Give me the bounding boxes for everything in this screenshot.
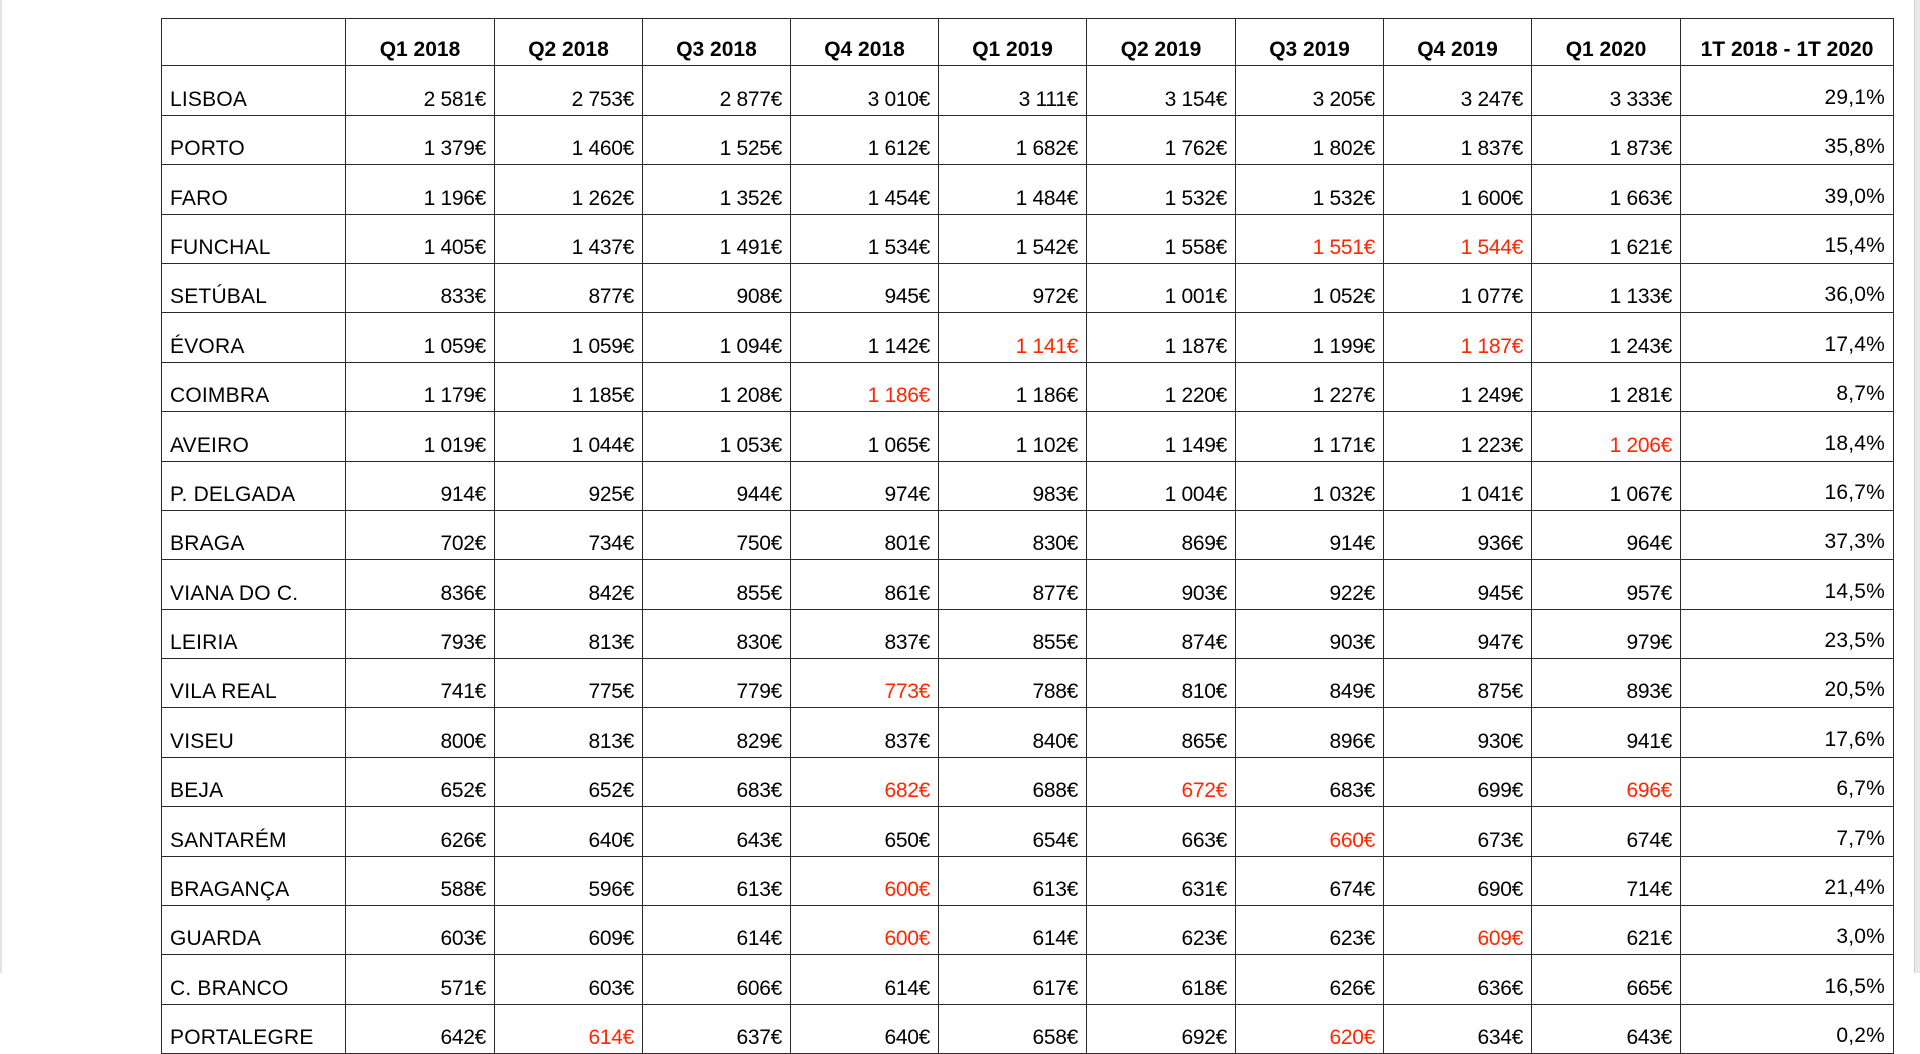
price-cell: 603€ <box>495 955 643 1004</box>
window-left-edge <box>0 0 2 973</box>
price-cell: 840€ <box>939 708 1087 757</box>
column-header: Q3 2018 <box>643 19 791 66</box>
change-percent-cell: 3,0% <box>1681 906 1894 955</box>
price-cell: 830€ <box>939 510 1087 559</box>
price-cell: 947€ <box>1384 609 1532 658</box>
price-cell: 1 262€ <box>495 165 643 214</box>
price-cell: 652€ <box>346 757 495 806</box>
price-cell: 643€ <box>1532 1004 1681 1053</box>
price-cell: 2 877€ <box>643 66 791 115</box>
table-row <box>162 412 1894 461</box>
price-cell: 1 053€ <box>643 412 791 461</box>
city-name-cell: LEIRIA <box>162 609 346 658</box>
price-cell: 1 454€ <box>791 165 939 214</box>
price-cell: 1 059€ <box>346 313 495 362</box>
city-name-cell: C. BRANCO <box>162 955 346 1004</box>
price-cell-decrease: 1 544€ <box>1384 214 1532 263</box>
price-cell: 1 220€ <box>1087 362 1236 411</box>
table-row <box>162 609 1894 658</box>
price-cell: 1 065€ <box>791 412 939 461</box>
price-cell: 1 142€ <box>791 313 939 362</box>
change-percent-cell: 7,7% <box>1681 807 1894 856</box>
price-cell: 683€ <box>643 757 791 806</box>
price-cell: 741€ <box>346 659 495 708</box>
price-cell: 636€ <box>1384 955 1532 1004</box>
price-cell-decrease: 1 186€ <box>791 362 939 411</box>
price-cell: 3 247€ <box>1384 66 1532 115</box>
table-row <box>162 955 1894 1004</box>
price-cell: 1 600€ <box>1384 165 1532 214</box>
price-cell: 1 525€ <box>643 115 791 164</box>
price-cell: 1 612€ <box>791 115 939 164</box>
price-cell: 699€ <box>1384 757 1532 806</box>
price-cell-decrease: 1 187€ <box>1384 313 1532 362</box>
city-name-cell: PORTALEGRE <box>162 1004 346 1053</box>
table-row <box>162 510 1894 559</box>
price-cell: 1 133€ <box>1532 263 1681 312</box>
city-name-cell: P. DELGADA <box>162 461 346 510</box>
column-header: 1T 2018 - 1T 2020 <box>1681 19 1894 66</box>
change-percent-cell: 8,7% <box>1681 362 1894 411</box>
change-percent-cell: 6,7% <box>1681 757 1894 806</box>
price-cell: 654€ <box>939 807 1087 856</box>
table-row <box>162 1004 1894 1053</box>
price-cell: 1 179€ <box>346 362 495 411</box>
price-cell-decrease: 682€ <box>791 757 939 806</box>
price-cell: 964€ <box>1532 510 1681 559</box>
price-cell: 1 484€ <box>939 165 1087 214</box>
column-header: Q1 2018 <box>346 19 495 66</box>
table-row <box>162 708 1894 757</box>
price-cell: 1 171€ <box>1236 412 1384 461</box>
price-cell: 626€ <box>1236 955 1384 1004</box>
price-cell-decrease: 1 206€ <box>1532 412 1681 461</box>
price-cell: 1 243€ <box>1532 313 1681 362</box>
change-percent-cell: 35,8% <box>1681 115 1894 164</box>
price-cell: 623€ <box>1087 906 1236 955</box>
price-cell: 673€ <box>1384 807 1532 856</box>
city-name-cell: BRAGA <box>162 510 346 559</box>
city-name-cell: ÉVORA <box>162 313 346 362</box>
price-cell: 836€ <box>346 560 495 609</box>
city-name-cell: VISEU <box>162 708 346 757</box>
price-cell: 875€ <box>1384 659 1532 708</box>
table-row <box>162 461 1894 510</box>
price-cell: 810€ <box>1087 659 1236 708</box>
price-cell: 650€ <box>791 807 939 856</box>
price-cell: 618€ <box>1087 955 1236 1004</box>
table-row <box>162 856 1894 905</box>
price-cell: 925€ <box>495 461 643 510</box>
table-row <box>162 757 1894 806</box>
price-cell: 621€ <box>1532 906 1681 955</box>
price-cell: 903€ <box>1236 609 1384 658</box>
change-percent-cell: 18,4% <box>1681 412 1894 461</box>
price-cell: 690€ <box>1384 856 1532 905</box>
price-cell: 1 281€ <box>1532 362 1681 411</box>
column-header: Q3 2019 <box>1236 19 1384 66</box>
price-cell: 1 873€ <box>1532 115 1681 164</box>
price-cell: 1 491€ <box>643 214 791 263</box>
price-cell: 930€ <box>1384 708 1532 757</box>
change-percent-cell: 23,5% <box>1681 609 1894 658</box>
price-cell: 945€ <box>1384 560 1532 609</box>
price-cell: 788€ <box>939 659 1087 708</box>
price-cell-decrease: 614€ <box>495 1004 643 1053</box>
price-cell: 734€ <box>495 510 643 559</box>
price-cell: 643€ <box>643 807 791 856</box>
price-cell-decrease: 609€ <box>1384 906 1532 955</box>
price-cell: 1 663€ <box>1532 165 1681 214</box>
price-cell-decrease: 672€ <box>1087 757 1236 806</box>
price-cell: 855€ <box>643 560 791 609</box>
price-cell: 775€ <box>495 659 643 708</box>
price-cell: 3 333€ <box>1532 66 1681 115</box>
price-cell: 3 010€ <box>791 66 939 115</box>
price-cell: 642€ <box>346 1004 495 1053</box>
price-cell: 623€ <box>1236 906 1384 955</box>
price-cell: 983€ <box>939 461 1087 510</box>
price-cell: 3 111€ <box>939 66 1087 115</box>
price-cell: 1 059€ <box>495 313 643 362</box>
price-cell: 1 621€ <box>1532 214 1681 263</box>
price-cell: 830€ <box>643 609 791 658</box>
change-percent-cell: 29,1% <box>1681 66 1894 115</box>
price-cell: 1 199€ <box>1236 313 1384 362</box>
column-header: Q1 2020 <box>1532 19 1681 66</box>
price-cell: 714€ <box>1532 856 1681 905</box>
price-cell: 614€ <box>643 906 791 955</box>
price-cell: 674€ <box>1532 807 1681 856</box>
city-name-cell: SANTARÉM <box>162 807 346 856</box>
table-row <box>162 313 1894 362</box>
city-name-cell: FARO <box>162 165 346 214</box>
city-name-cell: SETÚBAL <box>162 263 346 312</box>
change-percent-cell: 16,7% <box>1681 461 1894 510</box>
table-row <box>162 165 1894 214</box>
change-percent-cell: 17,4% <box>1681 313 1894 362</box>
price-cell: 2 581€ <box>346 66 495 115</box>
price-cell: 613€ <box>643 856 791 905</box>
price-cell: 1 196€ <box>346 165 495 214</box>
price-cell: 1 837€ <box>1384 115 1532 164</box>
price-cell: 634€ <box>1384 1004 1532 1053</box>
price-cell: 896€ <box>1236 708 1384 757</box>
price-cell: 1 187€ <box>1087 313 1236 362</box>
price-cell: 1 032€ <box>1236 461 1384 510</box>
price-cell: 603€ <box>346 906 495 955</box>
price-cell: 1 044€ <box>495 412 643 461</box>
price-cell: 1 067€ <box>1532 461 1681 510</box>
price-cell-decrease: 600€ <box>791 906 939 955</box>
price-cell: 571€ <box>346 955 495 1004</box>
price-cell: 588€ <box>346 856 495 905</box>
price-cell: 1 019€ <box>346 412 495 461</box>
table-body <box>162 66 1894 1054</box>
price-cell: 640€ <box>791 1004 939 1053</box>
price-cell-decrease: 660€ <box>1236 807 1384 856</box>
change-percent-cell: 14,5% <box>1681 560 1894 609</box>
price-cell: 833€ <box>346 263 495 312</box>
table-row <box>162 906 1894 955</box>
price-cell: 1 249€ <box>1384 362 1532 411</box>
price-cell: 849€ <box>1236 659 1384 708</box>
header-row <box>162 19 1894 66</box>
price-cell-decrease: 600€ <box>791 856 939 905</box>
table-row <box>162 115 1894 164</box>
table-row <box>162 659 1894 708</box>
price-cell: 1 379€ <box>346 115 495 164</box>
price-cell-decrease: 773€ <box>791 659 939 708</box>
price-cell: 941€ <box>1532 708 1681 757</box>
price-cell: 800€ <box>346 708 495 757</box>
price-cell: 1 532€ <box>1236 165 1384 214</box>
price-cell: 837€ <box>791 708 939 757</box>
price-cell: 779€ <box>643 659 791 708</box>
header-corner-cell <box>162 19 346 66</box>
price-cell: 908€ <box>643 263 791 312</box>
price-cell: 652€ <box>495 757 643 806</box>
change-percent-cell: 15,4% <box>1681 214 1894 263</box>
price-cell: 813€ <box>495 609 643 658</box>
change-percent-cell: 21,4% <box>1681 856 1894 905</box>
city-name-cell: VILA REAL <box>162 659 346 708</box>
column-header: Q4 2018 <box>791 19 939 66</box>
city-name-cell: COIMBRA <box>162 362 346 411</box>
rent-price-table <box>161 18 1894 1054</box>
city-name-cell: LISBOA <box>162 66 346 115</box>
price-cell: 658€ <box>939 1004 1087 1053</box>
price-cell: 640€ <box>495 807 643 856</box>
price-cell: 683€ <box>1236 757 1384 806</box>
table-row <box>162 66 1894 115</box>
change-percent-cell: 0,2% <box>1681 1004 1894 1053</box>
price-cell: 617€ <box>939 955 1087 1004</box>
price-cell: 903€ <box>1087 560 1236 609</box>
table-row <box>162 214 1894 263</box>
price-cell: 1 682€ <box>939 115 1087 164</box>
price-cell: 1 352€ <box>643 165 791 214</box>
price-cell: 663€ <box>1087 807 1236 856</box>
price-cell-decrease: 1 141€ <box>939 313 1087 362</box>
change-percent-cell: 17,6% <box>1681 708 1894 757</box>
price-cell: 596€ <box>495 856 643 905</box>
price-cell: 865€ <box>1087 708 1236 757</box>
price-cell: 837€ <box>791 609 939 658</box>
price-cell: 1 802€ <box>1236 115 1384 164</box>
price-cell: 972€ <box>939 263 1087 312</box>
price-cell: 702€ <box>346 510 495 559</box>
city-name-cell: AVEIRO <box>162 412 346 461</box>
price-cell: 1 227€ <box>1236 362 1384 411</box>
table-row <box>162 560 1894 609</box>
table-row <box>162 807 1894 856</box>
city-name-cell: FUNCHAL <box>162 214 346 263</box>
price-cell: 626€ <box>346 807 495 856</box>
price-cell: 1 149€ <box>1087 412 1236 461</box>
price-cell: 1 052€ <box>1236 263 1384 312</box>
price-cell: 613€ <box>939 856 1087 905</box>
price-cell: 893€ <box>1532 659 1681 708</box>
price-cell: 606€ <box>643 955 791 1004</box>
price-cell: 1 542€ <box>939 214 1087 263</box>
price-cell: 674€ <box>1236 856 1384 905</box>
price-cell: 1 102€ <box>939 412 1087 461</box>
price-cell: 842€ <box>495 560 643 609</box>
price-cell: 614€ <box>791 955 939 1004</box>
column-header: Q1 2019 <box>939 19 1087 66</box>
change-percent-cell: 20,5% <box>1681 659 1894 708</box>
price-cell: 829€ <box>643 708 791 757</box>
price-cell: 631€ <box>1087 856 1236 905</box>
price-cell: 914€ <box>1236 510 1384 559</box>
change-percent-cell: 39,0% <box>1681 165 1894 214</box>
price-cell: 692€ <box>1087 1004 1236 1053</box>
price-cell: 936€ <box>1384 510 1532 559</box>
change-percent-cell: 36,0% <box>1681 263 1894 312</box>
price-cell: 922€ <box>1236 560 1384 609</box>
price-cell: 1 041€ <box>1384 461 1532 510</box>
column-header: Q4 2019 <box>1384 19 1532 66</box>
price-cell: 637€ <box>643 1004 791 1053</box>
price-cell: 1 762€ <box>1087 115 1236 164</box>
price-cell: 609€ <box>495 906 643 955</box>
city-name-cell: BRAGANÇA <box>162 856 346 905</box>
price-cell: 1 094€ <box>643 313 791 362</box>
price-cell: 1 004€ <box>1087 461 1236 510</box>
window-right-edge <box>1914 0 1920 973</box>
price-cell: 944€ <box>643 461 791 510</box>
city-name-cell: BEJA <box>162 757 346 806</box>
price-cell: 688€ <box>939 757 1087 806</box>
price-cell: 1 077€ <box>1384 263 1532 312</box>
city-name-cell: GUARDA <box>162 906 346 955</box>
price-cell: 614€ <box>939 906 1087 955</box>
price-cell: 750€ <box>643 510 791 559</box>
price-cell: 801€ <box>791 510 939 559</box>
price-cell: 793€ <box>346 609 495 658</box>
price-cell: 1 460€ <box>495 115 643 164</box>
price-cell: 957€ <box>1532 560 1681 609</box>
price-cell: 813€ <box>495 708 643 757</box>
price-cell: 1 208€ <box>643 362 791 411</box>
price-cell: 1 437€ <box>495 214 643 263</box>
price-cell: 3 154€ <box>1087 66 1236 115</box>
table-row <box>162 362 1894 411</box>
price-cell: 3 205€ <box>1236 66 1384 115</box>
price-cell: 1 558€ <box>1087 214 1236 263</box>
price-cell: 855€ <box>939 609 1087 658</box>
price-cell: 1 186€ <box>939 362 1087 411</box>
price-cell-decrease: 620€ <box>1236 1004 1384 1053</box>
price-cell: 1 534€ <box>791 214 939 263</box>
change-percent-cell: 37,3% <box>1681 510 1894 559</box>
price-cell: 974€ <box>791 461 939 510</box>
price-cell: 665€ <box>1532 955 1681 1004</box>
price-cell: 869€ <box>1087 510 1236 559</box>
price-cell: 2 753€ <box>495 66 643 115</box>
price-cell-decrease: 696€ <box>1532 757 1681 806</box>
price-cell: 945€ <box>791 263 939 312</box>
price-cell: 1 001€ <box>1087 263 1236 312</box>
price-cell: 877€ <box>939 560 1087 609</box>
price-cell: 874€ <box>1087 609 1236 658</box>
price-cell: 861€ <box>791 560 939 609</box>
table-row <box>162 263 1894 312</box>
price-cell-decrease: 1 551€ <box>1236 214 1384 263</box>
price-cell: 914€ <box>346 461 495 510</box>
price-cell: 979€ <box>1532 609 1681 658</box>
price-cell: 1 223€ <box>1384 412 1532 461</box>
price-cell: 1 185€ <box>495 362 643 411</box>
price-cell: 877€ <box>495 263 643 312</box>
change-percent-cell: 16,5% <box>1681 955 1894 1004</box>
price-cell: 1 532€ <box>1087 165 1236 214</box>
price-cell: 1 405€ <box>346 214 495 263</box>
column-header: Q2 2019 <box>1087 19 1236 66</box>
column-header: Q2 2018 <box>495 19 643 66</box>
city-name-cell: PORTO <box>162 115 346 164</box>
city-name-cell: VIANA DO C. <box>162 560 346 609</box>
